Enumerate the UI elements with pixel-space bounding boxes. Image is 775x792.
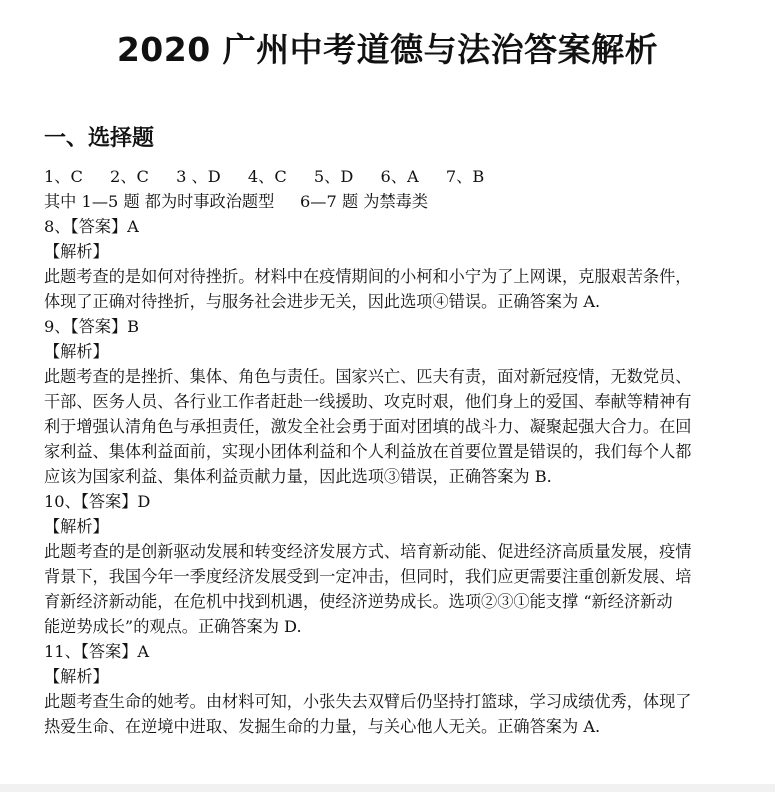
analysis-text: 此题考查的是创新驱动发展和转变经济发展方式、培育新动能、促进经济高质量发展，疫情 [44, 542, 692, 561]
analysis-label: 【解析】 [44, 517, 109, 536]
page-bottom-edge [0, 784, 775, 792]
analysis-label: 【解析】 [44, 342, 109, 361]
page-title: 2020 广州中考道德与法治答案解析 [116, 30, 659, 69]
choice-answer: 6、A [380, 167, 419, 186]
answer-line: 9、【答案】B [44, 317, 140, 336]
analysis-text: 能逆势成长”的观点。正确答案为 D. [44, 617, 302, 636]
answer-line: 8、【答案】A [44, 217, 139, 236]
analysis-text: 背景下，我国今年一季度经济发展受到一定冲击，但同时，我们应更需要注重创新发展、培 [44, 567, 692, 586]
choice-answer: 7、B [445, 167, 485, 186]
choice-answer: 1、C [44, 167, 83, 186]
analysis-text: 育新经济新动能，在危机中找到机遇，使经济逆势成长。选项②③①能支撑 “新经济新动 [44, 592, 673, 611]
answer-line: 11、【答案】A [44, 642, 150, 661]
document-body [44, 164, 744, 739]
section-heading: 一、选择题 [44, 126, 155, 151]
analysis-text: 干部、医务人员、各行业工作者赶赴一线援助、攻克时艰，他们身上的爱国、奉献等精神有 [44, 392, 692, 411]
analysis-text: 家利益、集体利益面前，实现小团体利益和个人利益放在首要位置是错误的，我们每个人都 [44, 442, 692, 461]
analysis-text: 此题考查生命的她考。由材料可知，小张失去双臂后仍坚持打篮球，学习成绩优秀，体现了 [44, 692, 692, 711]
analysis-text: 应该为国家利益、集体利益贡献力量，因此选项③错误，正确答案为 B. [44, 467, 552, 486]
analysis-text: 此题考查的是如何对待挫折。材料中在疫情期间的小柯和小宁为了上网课，克服艰苦条件， [44, 267, 692, 286]
choice-answer: 5、D [313, 167, 354, 186]
analysis-label: 【解析】 [44, 667, 109, 686]
choice-answers [44, 164, 744, 189]
answer-line: 10、【答案】D [44, 492, 151, 511]
topic-note: 其中 1—5 题 都为时事政治题型 6—7 题 为禁毒类 [44, 192, 429, 211]
analysis-label: 【解析】 [44, 242, 109, 261]
analysis-text: 此题考查的是挫折、集体、角色与责任。国家兴亡、匹夫有责，面对新冠疫情，无数党员、 [44, 367, 692, 386]
choice-answer: 3 、D [176, 167, 221, 186]
analysis-text: 利于增强认清角色与承担责任，激发全社会勇于面对团填的战斗力、凝聚起强大合力。在回 [44, 417, 692, 436]
analysis-text: 体现了正确对待挫折，与服务社会进步无关，因此选项④错误。正确答案为 A. [44, 292, 601, 311]
analysis-text: 热爱生命、在逆境中进取、发掘生命的力量，与关心他人无关。正确答案为 A. [44, 717, 601, 736]
choice-answer: 2、C [110, 167, 149, 186]
choice-answer: 4、C [247, 167, 287, 186]
